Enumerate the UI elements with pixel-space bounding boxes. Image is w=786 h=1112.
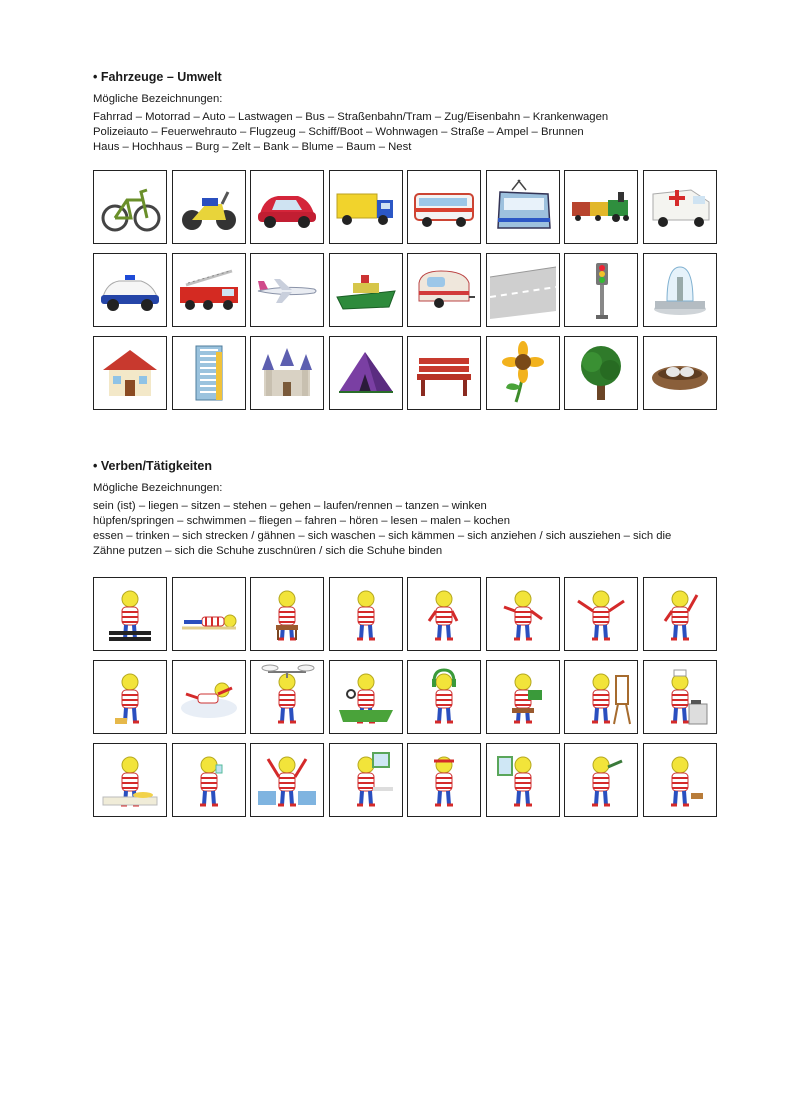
- drinking-icon: [176, 747, 242, 813]
- picture-card: [407, 743, 481, 817]
- house-icon: [97, 340, 163, 406]
- vocab-line: Haus – Hochhaus – Burg – Zelt – Bank – Blume – Baum – Nest: [93, 141, 412, 153]
- dressing-icon: [490, 747, 556, 813]
- picture-card: [564, 253, 638, 327]
- vocab-line: sein (ist) – liegen – sitzen – stehen – gehen – laufen/rennen – tanzen – winken: [93, 500, 487, 512]
- picture-card: [172, 170, 246, 244]
- bicycle-icon: [97, 174, 163, 240]
- picture-card: [643, 660, 717, 734]
- eating-icon: [97, 747, 163, 813]
- section-heading: • Fahrzeuge – Umwelt: [93, 70, 222, 84]
- picture-card: [407, 577, 481, 651]
- airplane-icon: [254, 257, 320, 323]
- section-intro: Mögliche Bezeichnungen:: [93, 93, 223, 105]
- washing-icon: [333, 747, 399, 813]
- section-vehicles: [93, 70, 733, 155]
- ambulance-icon: [647, 174, 713, 240]
- motorcycle-icon: [176, 174, 242, 240]
- picture-card: [172, 253, 246, 327]
- picture-card: [329, 743, 403, 817]
- picture-card: [250, 743, 324, 817]
- picture-card: [172, 577, 246, 651]
- picture-card: [564, 577, 638, 651]
- picture-card: [564, 743, 638, 817]
- truck-icon: [333, 174, 399, 240]
- combing-icon: [411, 747, 477, 813]
- fountain-icon: [647, 257, 713, 323]
- vocab-line: essen – trinken – sich strecken / gähnen – sich waschen – sich kämmen – sich anziehen / sich ausziehen – sich die: [93, 530, 672, 542]
- picture-card: [172, 660, 246, 734]
- picture-card: [643, 336, 717, 410]
- picture-card: [93, 660, 167, 734]
- high-rise-icon: [176, 340, 242, 406]
- flower-icon: [490, 340, 556, 406]
- section-verbs: [93, 459, 733, 559]
- picture-card: [329, 660, 403, 734]
- sitting-icon: [254, 581, 320, 647]
- castle-icon: [254, 340, 320, 406]
- picture-card: [564, 170, 638, 244]
- bench-icon: [411, 340, 477, 406]
- jumping-icon: [97, 664, 163, 730]
- running-icon: [490, 581, 556, 647]
- painting-icon: [568, 664, 634, 730]
- tram-icon: [490, 174, 556, 240]
- dancing-icon: [568, 581, 634, 647]
- picture-card: [643, 577, 717, 651]
- brushing-teeth-icon: [568, 747, 634, 813]
- picture-card: [643, 253, 717, 327]
- picture-card: [486, 253, 560, 327]
- section-heading: • Verben/Tätigkeiten: [93, 459, 212, 473]
- ship-icon: [333, 257, 399, 323]
- tent-icon: [333, 340, 399, 406]
- tying-shoes-icon: [647, 747, 713, 813]
- picture-card: [643, 743, 717, 817]
- picture-card: [329, 336, 403, 410]
- picture-card: [93, 577, 167, 651]
- picture-card: [564, 660, 638, 734]
- car-icon: [254, 174, 320, 240]
- picture-card: [643, 170, 717, 244]
- bus-icon: [411, 174, 477, 240]
- picture-card: [564, 336, 638, 410]
- picture-card: [250, 170, 324, 244]
- picture-card: [407, 660, 481, 734]
- picture-card: [329, 577, 403, 651]
- tree-icon: [568, 340, 634, 406]
- picture-card: [93, 170, 167, 244]
- picture-card: [486, 660, 560, 734]
- picture-card: [250, 577, 324, 651]
- picture-card: [250, 336, 324, 410]
- verb-card-grid: [93, 577, 717, 817]
- waving-icon: [647, 581, 713, 647]
- flying-icon: [254, 664, 320, 730]
- walking-icon: [411, 581, 477, 647]
- picture-card: [329, 253, 403, 327]
- being-icon: [97, 581, 163, 647]
- picture-card: [486, 170, 560, 244]
- picture-card: [486, 743, 560, 817]
- nest-icon: [647, 340, 713, 406]
- picture-card: [93, 743, 167, 817]
- picture-card: [250, 253, 324, 327]
- vehicle-card-grid: [93, 170, 717, 410]
- picture-card: [407, 336, 481, 410]
- caravan-icon: [411, 257, 477, 323]
- picture-card: [172, 336, 246, 410]
- picture-card: [407, 253, 481, 327]
- driving-icon: [333, 664, 399, 730]
- reading-icon: [490, 664, 556, 730]
- listening-icon: [411, 664, 477, 730]
- traffic-light-icon: [568, 257, 634, 323]
- cooking-icon: [647, 664, 713, 730]
- lying-icon: [176, 581, 242, 647]
- vocab-line: hüpfen/springen – schwimmen – fliegen – fahren – hören – lesen – malen – kochen: [93, 515, 510, 527]
- picture-card: [93, 253, 167, 327]
- picture-card: [407, 170, 481, 244]
- police-car-icon: [97, 257, 163, 323]
- picture-card: [329, 170, 403, 244]
- road-icon: [490, 257, 556, 323]
- picture-card: [486, 336, 560, 410]
- fire-truck-icon: [176, 257, 242, 323]
- picture-card: [250, 660, 324, 734]
- stretching-icon: [254, 747, 320, 813]
- standing-icon: [333, 581, 399, 647]
- train-icon: [568, 174, 634, 240]
- swimming-icon: [176, 664, 242, 730]
- vocab-line: Fahrrad – Motorrad – Auto – Lastwagen – Bus – Straßenbahn/Tram – Zug/Eisenbahn – Krankenwagen: [93, 111, 609, 123]
- vocab-line: Zähne putzen – sich die Schuhe zuschnüren / sich die Schuhe binden: [93, 545, 443, 557]
- vocab-line: Polizeiauto – Feuerwehrauto – Flugzeug – Schiff/Boot – Wohnwagen – Straße – Ampel – Brunnen: [93, 126, 584, 138]
- picture-card: [486, 577, 560, 651]
- picture-card: [172, 743, 246, 817]
- section-intro: Mögliche Bezeichnungen:: [93, 482, 223, 494]
- picture-card: [93, 336, 167, 410]
